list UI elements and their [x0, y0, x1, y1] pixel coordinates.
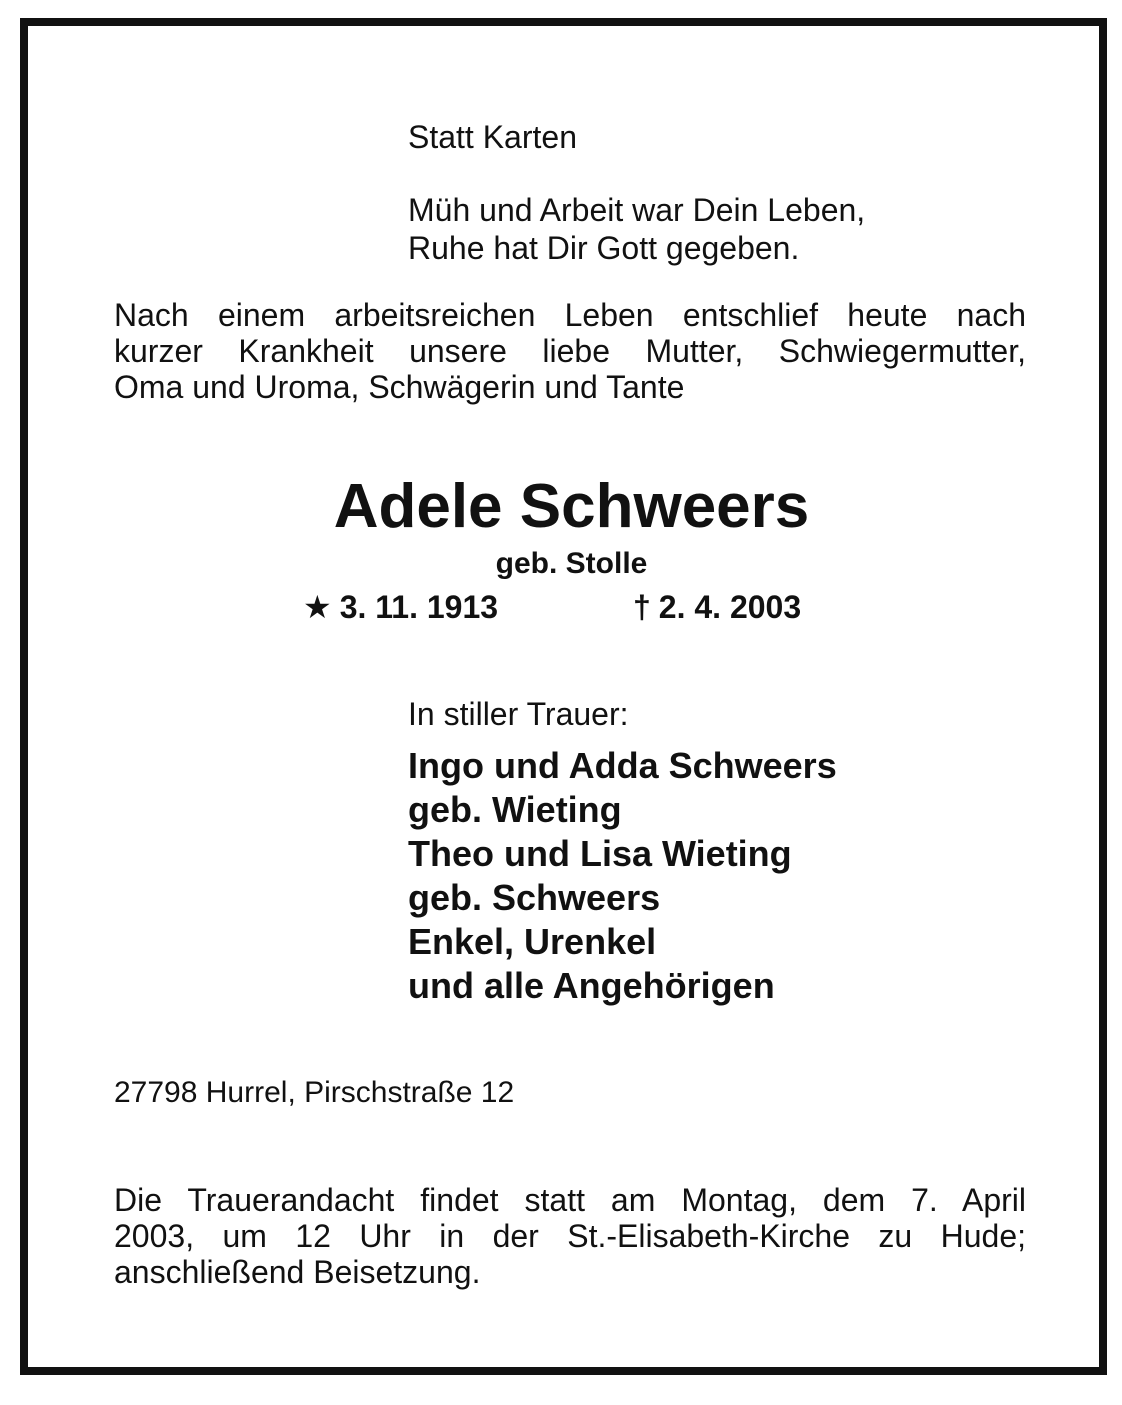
obituary-notice [20, 18, 1107, 1375]
intro-line: Nach einem arbeitsreichen Leben entschlief heute nach [114, 297, 1026, 333]
cross-icon: † [633, 589, 651, 625]
mourner-line: Enkel, Urenkel [408, 921, 657, 962]
motto-line: Müh und Arbeit war Dein Leben, [408, 192, 866, 228]
birth-name: geb. Stolle [495, 547, 648, 580]
motto-line: Ruhe hat Dir Gott gegeben. [408, 230, 800, 266]
intro-line: Oma und Uroma, Schwägerin und Tante [114, 369, 685, 405]
mourner-line: und alle Angehörigen [408, 965, 775, 1006]
service-line: Die Trauerandacht findet statt am Montag, dem 7. April [114, 1182, 1026, 1218]
notice-header: Statt Karten [408, 119, 577, 155]
address: 27798 Hurrel, Pirschstraße 12 [114, 1076, 515, 1109]
service-line: 2003, um 12 Uhr in der St.-Elisabeth-Kirche zu Hude; [114, 1218, 1026, 1254]
mourner-line: geb. Schweers [408, 877, 661, 918]
life-dates [303, 591, 843, 631]
birth-date-value: 3. 11. 1913 [339, 589, 499, 625]
mourner-line: Ingo und Adda Schweers [408, 745, 837, 786]
mourner-line: geb. Wieting [408, 789, 622, 830]
deceased-name: Adele Schweers [333, 472, 810, 541]
service-line: anschließend Beisetzung. [114, 1254, 481, 1290]
mourner-line: Theo und Lisa Wieting [408, 833, 792, 874]
intro-line: kurzer Krankheit unsere liebe Mutter, Schwiegermutter, [114, 333, 1026, 369]
birth-date [303, 591, 498, 623]
death-date [633, 591, 801, 623]
death-date-value: 2. 4. 2003 [658, 589, 802, 625]
mourning-label: In stiller Trauer: [408, 696, 629, 732]
star-icon: ★ [303, 589, 332, 625]
